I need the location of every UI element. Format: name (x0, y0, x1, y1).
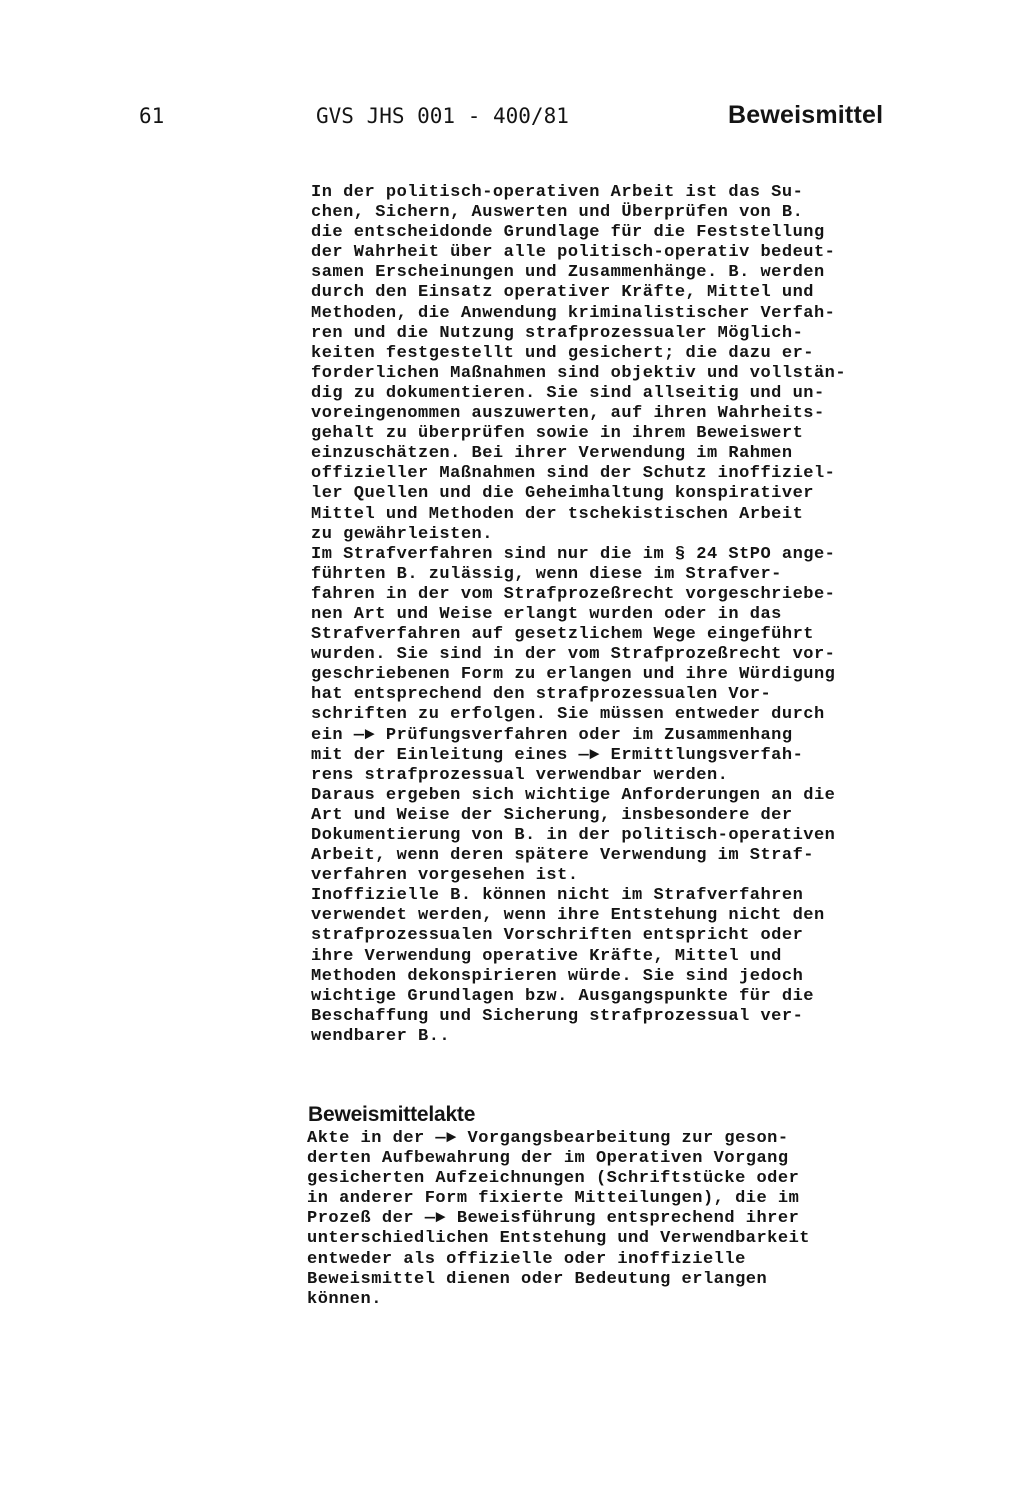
text-line: voreingenommen auszuwerten, auf ihren Wahrheits- (311, 404, 825, 424)
text-line: führten B. zulässig, wenn diese im Strafver- (311, 564, 782, 584)
text-line: mit der Einleitung eines —► Ermittlungsverfah- (311, 745, 804, 765)
text-line: keiten festgestellt und gesichert; die dazu er- (311, 343, 814, 363)
text-line: derten Aufbewahrung der im Operativen Vorgang (307, 1149, 789, 1169)
text-line: schriften zu erfolgen. Sie müssen entweder durch (311, 705, 825, 725)
text-line: dig zu dokumentieren. Sie sind allseitig und un- (311, 383, 825, 403)
text-line: der Wahrheit über alle politisch-operativ bedeut- (311, 243, 836, 263)
text-line: einzuschätzen. Bei ihrer Verwendung im Rahmen (311, 444, 793, 464)
text-line: ler Quellen und die Geheimhaltung konspirativer (311, 484, 814, 504)
text-line: Daraus ergeben sich wichtige Anforderungen an die (311, 785, 836, 805)
text-line: Beschaffung und Sicherung strafprozessual ver- (311, 1006, 804, 1026)
entry-heading: Beweismittelakte (308, 1103, 476, 1126)
text-line: Akte in der —► Vorgangsbearbeitung zur geson- (307, 1129, 789, 1148)
text-line: geschriebenen Form zu erlangen und ihre Würdigung (311, 665, 836, 685)
text-line: entweder als offizielle oder inoffizielle (307, 1249, 746, 1269)
text-line: rens strafprozessual verwendbar werden. (311, 765, 729, 785)
text-line: ren und die Nutzung strafprozessualer Möglich- (311, 323, 804, 343)
text-line: gehalt zu überprüfen sowie in ihrem Beweiswert (311, 424, 804, 444)
text-line: samen Erscheinungen und Zusammenhänge. B. werden (311, 263, 825, 283)
page-number: 61 (139, 104, 165, 128)
text-line: In der politisch-operativen Arbeit ist das Su- (311, 183, 804, 202)
text-line: Mittel und Methoden der tschekistischen Arbeit (311, 504, 804, 524)
text-line: Prozeß der —► Beweisführung entsprechend ihrer (307, 1209, 800, 1229)
text-line: chen, Sichern, Auswerten und Überprüfen von B. (311, 203, 804, 223)
text-line: Methoden dekonspirieren würde. Sie sind jedoch (311, 966, 804, 986)
text-line: Methoden, die Anwendung kriminalistischer Verfah- (311, 303, 836, 323)
text-line: strafprozessualen Vorschriften entspricht oder (311, 926, 804, 946)
text-line: unterschiedlichen Entstehung und Verwendbarkeit (307, 1229, 810, 1249)
text-line: zu gewährleisten. (311, 524, 493, 544)
text-line: Strafverfahren auf gesetzlichem Wege eingeführt (311, 625, 814, 645)
text-line: wichtige Grundlagen bzw. Ausgangspunkte für die (311, 986, 814, 1006)
text-line: durch den Einsatz operativer Kräfte, Mittel und (311, 283, 814, 303)
text-line: Beweismittel dienen oder Bedeutung erlangen (307, 1269, 768, 1289)
text-line: forderlichen Maßnahmen sind objektiv und vollstän- (311, 363, 847, 383)
text-line: offizieller Maßnahmen sind der Schutz inoffiziel- (311, 464, 836, 484)
text-line: ein —► Prüfungsverfahren oder im Zusammenhang (311, 725, 793, 745)
entry-beweismittelakte (307, 1101, 810, 1310)
text-line: fahren in der vom Strafprozeßrecht vorgeschriebe- (311, 584, 836, 604)
page-header (0, 101, 1024, 140)
document-reference: GVS JHS 001 - 400/81 (316, 104, 569, 128)
text-line: Im Strafverfahren sind nur die im § 24 StPO ange- (311, 544, 836, 564)
text-line: in anderer Form fixierte Mitteilungen), die im (307, 1189, 800, 1209)
text-line: nen Art und Weise erlangt wurden oder in das (311, 604, 782, 624)
text-line: ihre Verwendung operative Kräfte, Mittel und (311, 946, 782, 966)
text-line: Dokumentierung von B. in der politisch-operativen (311, 826, 836, 845)
text-line: verwendet werden, wenn ihre Entstehung nicht den (311, 906, 825, 926)
text-line: Inoffizielle B. können nicht im Strafverfahren (311, 886, 804, 906)
text-line: Art und Weise der Sicherung, insbesondere der (311, 805, 793, 825)
text-line: wendbarer B.. (311, 1026, 451, 1046)
text-line: Arbeit, wenn deren spätere Verwendung im Straf- (311, 846, 814, 866)
text-line: können. (307, 1289, 382, 1309)
entry-beweismittel-body (311, 183, 846, 1047)
text-line: die entscheidonde Grundlage für die Feststellung (311, 223, 825, 243)
text-line: hat entsprechend den strafprozessualen Vor- (311, 685, 772, 705)
text-line: gesicherten Aufzeichnungen (Schriftstücke oder (307, 1169, 800, 1189)
text-line: wurden. Sie sind in der vom Strafprozeßrecht vor- (311, 645, 836, 665)
text-line: verfahren vorgesehen ist. (311, 866, 579, 886)
section-title: Beweismittel (728, 101, 884, 129)
